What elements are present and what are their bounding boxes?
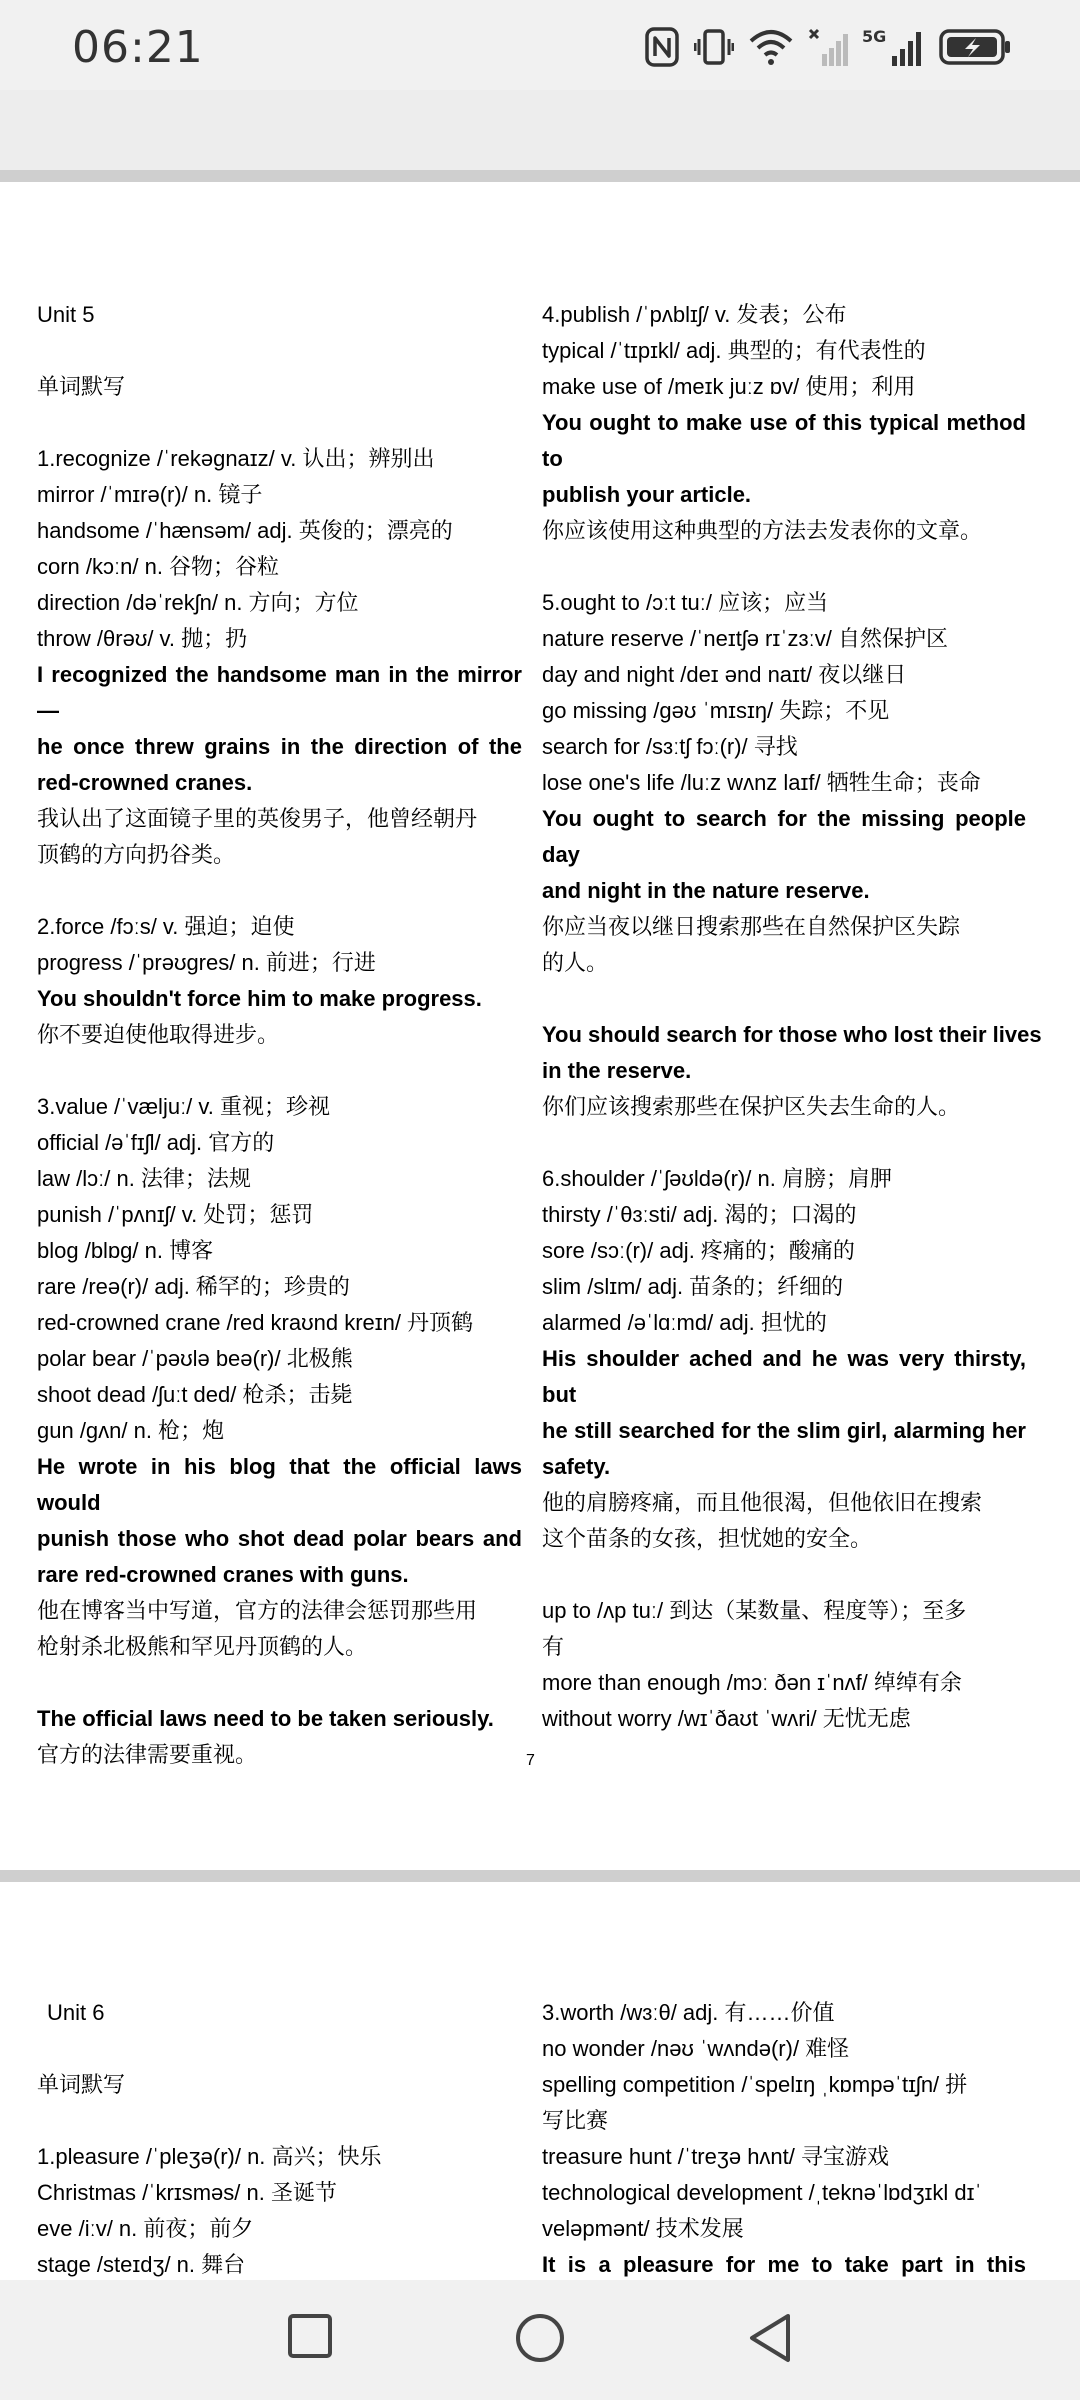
blank-line	[37, 2031, 522, 2067]
text-line: gun /gʌn/ n. 枪；炮	[37, 1418, 225, 1443]
home-button[interactable]	[514, 2312, 566, 2364]
back-button[interactable]	[746, 2312, 794, 2364]
text-line: 1.recognize /ˈrekəgnaɪz/ v. 认出；辨别出	[37, 446, 435, 471]
text-line: You ought to make use of this typical method to	[542, 410, 1026, 471]
text-line: mirror /ˈmɪrə(r)/ n. 镜子	[37, 482, 263, 507]
text-line: You should search for those who lost their lives	[542, 1022, 1042, 1047]
text-line: sore /sɔː(r)/ adj. 疼痛的；酸痛的	[542, 1238, 855, 1263]
text-line: corn /kɔːn/ n. 谷物；谷粒	[37, 554, 280, 579]
text-line: technological development /ˌteknəˈlɒdʒɪkl dɪˈ	[542, 2180, 982, 2205]
wifi-icon	[748, 27, 794, 67]
text-line: 6.shoulder /ˈʃəʊldə(r)/ n. 肩膀；肩胛	[542, 1166, 892, 1191]
blank-line	[37, 405, 522, 441]
section-heading: Unit 6	[47, 2000, 105, 2025]
text-line: without worry /wɪˈðaʊt ˈwʌri/ 无忧无虑	[542, 1706, 911, 1731]
page8-left-column	[37, 1995, 522, 2280]
text-line: punish /ˈpʌnɪʃ/ v. 处罚；惩罚	[37, 1202, 314, 1227]
text-line: he once threw grains in the direction of the	[37, 734, 522, 759]
text-line: no wonder /nəʊ ˈwʌndə(r)/ 难怪	[542, 2036, 850, 2061]
text-line: rare red-crowned cranes with guns.	[37, 1562, 409, 1587]
text-line: Christmas /ˈkrɪsməs/ n. 圣诞节	[37, 2180, 337, 2205]
text-line: safety.	[542, 1454, 611, 1479]
text-line: The official laws need to be taken seriously.	[37, 1706, 494, 1731]
text-line: official /əˈfɪʃl/ adj. 官方的	[37, 1130, 275, 1155]
text-line: go missing /gəʊ ˈmɪsɪŋ/ 失踪；不见	[542, 698, 890, 723]
section-heading: Unit 5	[37, 302, 95, 327]
text-line: and night in the nature reserve.	[542, 878, 870, 903]
text-line: 的人。	[542, 950, 609, 975]
page7-left-column	[37, 297, 522, 1773]
blank-line	[37, 1665, 522, 1701]
section-heading: 单词默写	[37, 374, 126, 399]
text-line: progress /ˈprəʊgres/ n. 前进；行进	[37, 950, 376, 975]
text-line: more than enough /mɔː ðən ɪˈnʌf/ 绰绰有余	[542, 1670, 962, 1695]
text-line: His shoulder ached and he was very thirsty, but	[542, 1346, 1026, 1407]
recents-button[interactable]	[286, 2312, 334, 2360]
nfc-icon	[644, 26, 680, 68]
text-line: nature reserve /ˈneɪtʃə rɪˈzɜːv/ 自然保护区	[542, 626, 948, 651]
text-line: 3.value /ˈvæljuː/ v. 重视；珍视	[37, 1094, 330, 1119]
text-line: 顶鹤的方向扔谷类。	[37, 842, 236, 867]
text-line: alarmed /əˈlɑːmd/ adj. 担忧的	[542, 1310, 827, 1335]
page-separator	[0, 1870, 1080, 1882]
text-line: 枪射杀北极熊和罕见丹顶鹤的人。	[37, 1634, 368, 1659]
text-line: 5.ought to /ɔːt tuː/ 应该；应当	[542, 590, 829, 615]
text-line: eve /iːv/ n. 前夜；前夕	[37, 2216, 254, 2241]
text-line: You shouldn't force him to make progress.	[37, 986, 482, 1011]
text-line: lose one's life /luːz wʌnz laɪf/ 牺牲生命；丧命	[542, 770, 981, 795]
text-line: publish your article.	[542, 482, 752, 507]
text-line: 2.force /fɔːs/ v. 强迫；迫使	[37, 914, 295, 939]
battery-saver-icon	[938, 27, 1012, 67]
text-line: in the reserve.	[542, 1058, 692, 1083]
navigation-bar	[0, 2280, 1080, 2400]
text-line: I recognized the handsome man in the mirror—	[37, 662, 522, 723]
text-line: 官方的法律需要重视。	[37, 1742, 258, 1767]
text-line: red-crowned cranes.	[37, 770, 253, 795]
text-line: 你们应该搜索那些在保护区失去生命的人。	[542, 1094, 961, 1119]
text-line: 4.publish /ˈpʌblɪʃ/ v. 发表；公布	[542, 302, 847, 327]
text-line: rare /reə(r)/ adj. 稀罕的；珍贵的	[37, 1274, 350, 1299]
text-line: polar bear /ˈpəʊlə beə(r)/ 北极熊	[37, 1346, 353, 1371]
text-line: up to /ʌp tuː/ 到达（某数量、程度等）；至多	[542, 1598, 967, 1623]
text-line: make use of /meɪk juːz ɒv/ 使用；利用	[542, 374, 916, 399]
status-time: 06:21	[72, 22, 204, 73]
text-line: red-crowned crane /red kraʊnd kreɪn/ 丹顶鹤	[37, 1310, 474, 1335]
svg-text:5G: 5G	[862, 27, 887, 46]
text-line: 他在博客当中写道，官方的法律会惩罚那些用	[37, 1598, 478, 1623]
status-icons	[644, 22, 1012, 72]
page7-right-column	[542, 297, 1042, 1737]
text-line: 你不要迫使他取得进步。	[37, 1022, 280, 1047]
text-line: treasure hunt /ˈtreʒə hʌnt/ 寻宝游戏	[542, 2144, 890, 2169]
text-line: 1.pleasure /ˈpleʒə(r)/ n. 高兴；快乐	[37, 2144, 382, 2169]
document-page-8	[0, 1882, 1080, 2280]
section-heading: 单词默写	[37, 2072, 126, 2097]
text-line: 这个苗条的女孩，担忧她的安全。	[542, 1526, 873, 1551]
blank-line	[542, 1557, 1026, 1593]
text-line: You ought to search for the missing people day	[542, 806, 1026, 867]
text-line: It is a pleasure for me to take part in this	[542, 2252, 1026, 2277]
text-line: typical /ˈtɪpɪkl/ adj. 典型的；有代表性的	[542, 338, 926, 363]
blank-line	[542, 1125, 1026, 1161]
text-line: 你应当夜以继日搜索那些在自然保护区失踪	[542, 914, 961, 939]
text-line: 他的肩膀疼痛，而且他很渴，但他依旧在搜索	[542, 1490, 983, 1515]
text-line: he still searched for the slim girl, alarming her	[542, 1418, 1026, 1443]
text-line: 你应该使用这种典型的方法去发表你的文章。	[542, 518, 983, 543]
status-bar	[0, 0, 1080, 90]
vibrate-icon	[694, 27, 734, 67]
signal-5g-icon	[862, 26, 924, 68]
text-line: 有	[542, 1634, 565, 1659]
text-line: shoot dead /ʃuːt ded/ 枪杀；击毙	[37, 1382, 353, 1407]
document-page-7	[0, 182, 1080, 1870]
blank-line	[37, 333, 522, 369]
text-line: 写比赛	[542, 2108, 609, 2133]
text-line: 我认出了这面镜子里的英俊男子，他曾经朝丹	[37, 806, 478, 831]
text-line: throw /θrəʊ/ v. 抛；扔	[37, 626, 248, 651]
text-line: law /lɔː/ n. 法律；法规	[37, 1166, 251, 1191]
blank-line	[542, 549, 1026, 585]
page8-right-column	[542, 1995, 1026, 2280]
text-line: blog /blɒg/ n. 博客	[37, 1238, 214, 1263]
blank-line	[37, 873, 522, 909]
blank-line	[542, 981, 1026, 1017]
text-line: thirsty /ˈθɜːsti/ adj. 渴的；口渴的	[542, 1202, 857, 1227]
page-separator	[0, 170, 1080, 182]
text-line: slim /slɪm/ adj. 苗条的；纤细的	[542, 1274, 844, 1299]
blank-line	[37, 1053, 522, 1089]
text-line: punish those who shot dead polar bears and	[37, 1526, 522, 1551]
text-line: search for /sɜːtʃ fɔː(r)/ 寻找	[542, 734, 798, 759]
text-line: handsome /ˈhænsəm/ adj. 英俊的；漂亮的	[37, 518, 453, 543]
text-line: stage /steɪdʒ/ n. 舞台	[37, 2252, 246, 2277]
text-line: He wrote in his blog that the official laws would	[37, 1454, 522, 1515]
text-line: veləpmənt/ 技术发展	[542, 2216, 744, 2241]
text-line: direction /dəˈrekʃn/ n. 方向；方位	[37, 590, 359, 615]
text-line: spelling competition /ˈspelɪŋ ˌkɒmpəˈtɪʃn/ 拼	[542, 2072, 968, 2097]
signal-empty-icon	[808, 26, 848, 68]
page-number: 7	[526, 1752, 535, 1769]
text-line: 3.worth /wɜːθ/ adj. 有……价值	[542, 2000, 835, 2025]
text-line: day and night /deɪ ənd naɪt/ 夜以继日	[542, 662, 907, 687]
blank-line	[37, 2103, 522, 2139]
